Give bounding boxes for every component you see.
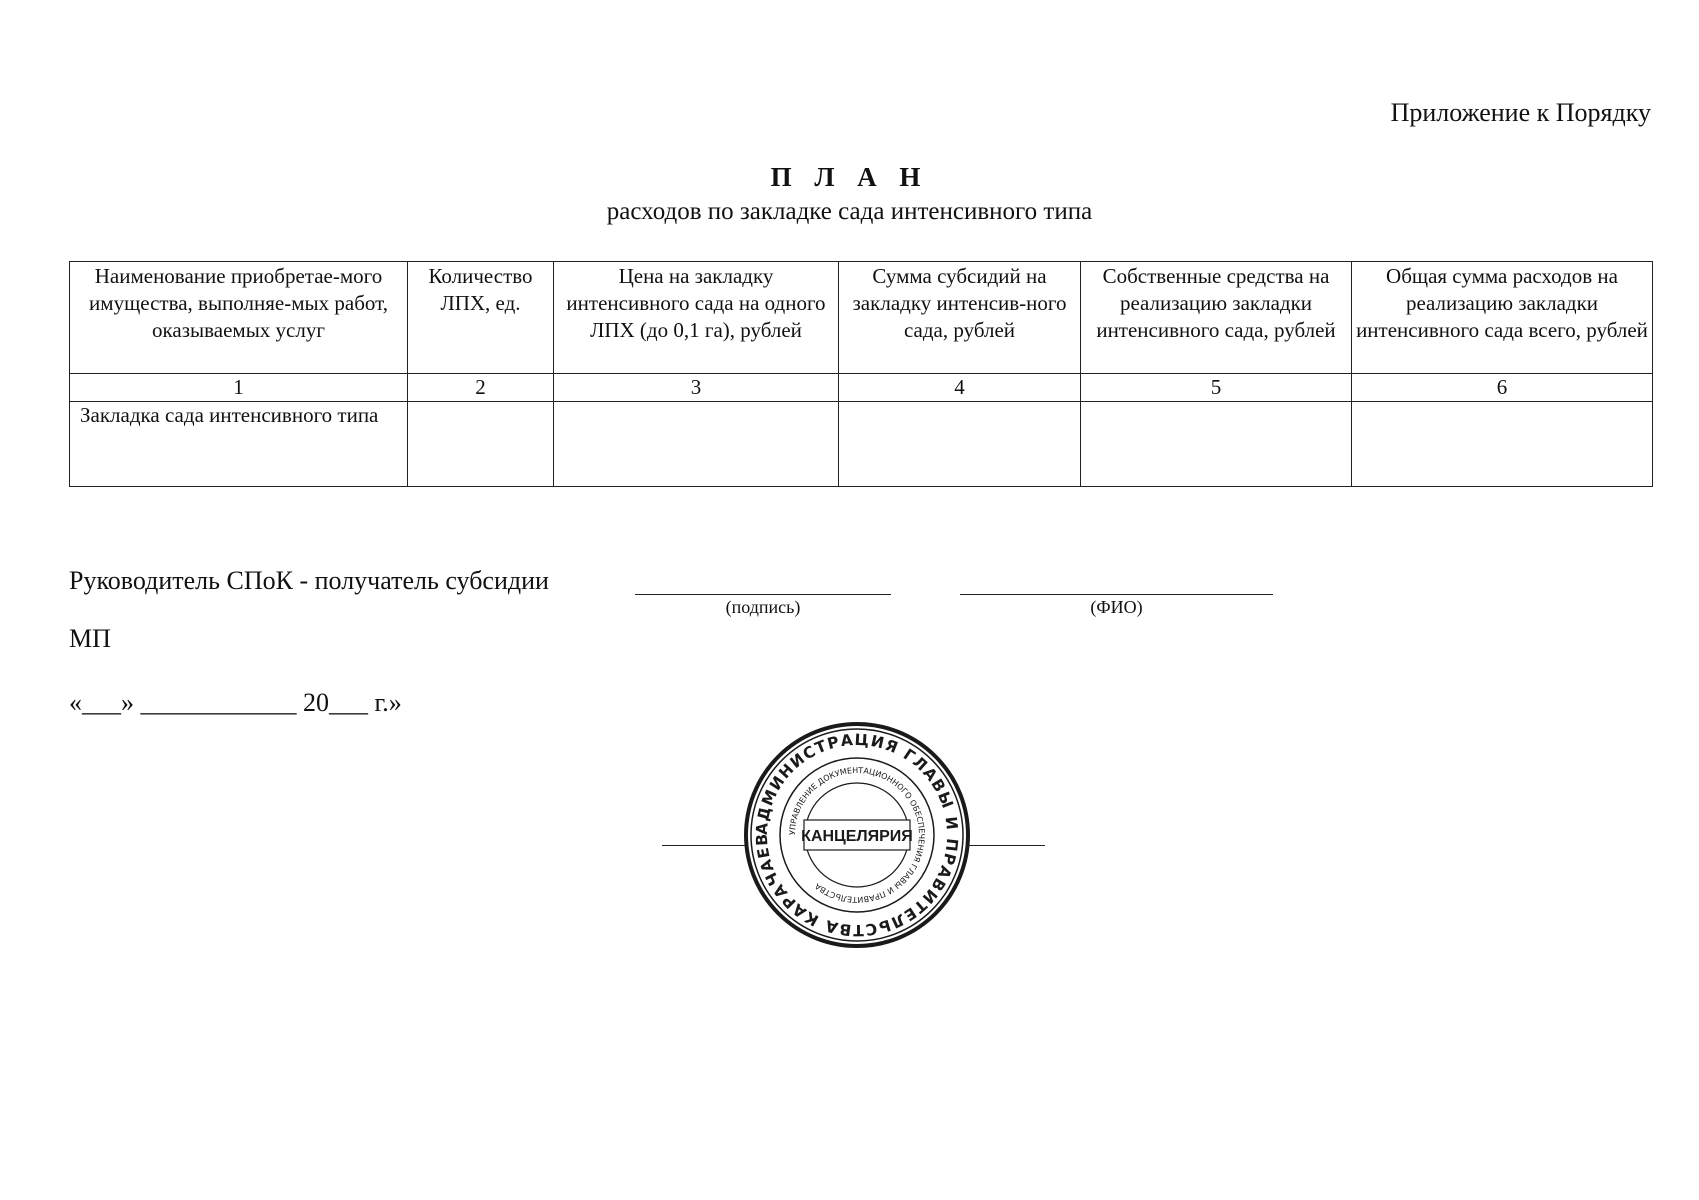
price-cell bbox=[554, 402, 839, 487]
signature-line bbox=[635, 594, 891, 595]
name-line bbox=[960, 594, 1273, 595]
signer-label: Руководитель СПоК - получатель субсидии bbox=[69, 566, 549, 595]
column-header-own-funds: Собственные средства на реализацию закладки интенсивного сада, рублей bbox=[1081, 262, 1352, 374]
table-row bbox=[70, 402, 1653, 487]
appendix-label: Приложение к Порядку bbox=[1390, 98, 1651, 127]
name-caption: (ФИО) bbox=[1090, 597, 1143, 617]
column-header-price: Цена на закладку интенсивного сада на одного ЛПХ (до 0,1 га), рублей bbox=[554, 262, 839, 374]
stamp-seal-graphic bbox=[742, 720, 972, 950]
signature-caption: (подпись) bbox=[725, 597, 801, 617]
column-header-household-count: Количество ЛПХ, ед. bbox=[408, 262, 554, 374]
date-line: «___» ____________ 20___ г.» bbox=[69, 688, 402, 717]
column-header-total: Общая сумма расходов на реализацию закладки интенсивного сада всего, рублей bbox=[1352, 262, 1653, 374]
column-number: 6 bbox=[1352, 374, 1653, 402]
table-header-row bbox=[70, 262, 1653, 374]
column-number: 3 bbox=[554, 374, 839, 402]
seal-place-label: МП bbox=[69, 624, 111, 653]
column-number: 4 bbox=[839, 374, 1081, 402]
subsidy-sum-cell bbox=[839, 402, 1081, 487]
household-count-cell bbox=[408, 402, 554, 487]
column-header-item-name: Наименование приобретае-мого имущества, выполняе-мых работ, оказываемых услуг bbox=[70, 262, 408, 374]
stamp-center-text: КАНЦЕЛЯРИЯ bbox=[801, 828, 913, 845]
expense-plan-table bbox=[69, 261, 1653, 487]
column-header-subsidy-sum: Сумма субсидий на закладку интенсив-ного сада, рублей bbox=[839, 262, 1081, 374]
item-name-cell: Закладка сада интенсивного типа bbox=[70, 402, 408, 487]
stamp-inner-text: УПРАВЛЕНИЕ ДОКУМЕНТАЦИОННОГО ОБЕСПЕЧЕНИЯ ГЛАВЫ И ПРАВИТЕЛЬСТВА bbox=[787, 765, 927, 905]
document-title: П Л А Н bbox=[770, 162, 929, 192]
total-cell bbox=[1352, 402, 1653, 487]
stamp-outer-text: АДМИНИСТРАЦИЯ ГЛАВЫ И ПРАВИТЕЛЬСТВА КАРАЧАЕВ bbox=[752, 730, 962, 940]
document-subtitle: расходов по закладке сада интенсивного типа bbox=[606, 198, 1093, 225]
column-number: 1 bbox=[70, 374, 408, 402]
column-number: 5 bbox=[1081, 374, 1352, 402]
official-stamp bbox=[742, 720, 972, 950]
column-number-row bbox=[70, 374, 1653, 402]
own-funds-cell bbox=[1081, 402, 1352, 487]
column-number: 2 bbox=[408, 374, 554, 402]
